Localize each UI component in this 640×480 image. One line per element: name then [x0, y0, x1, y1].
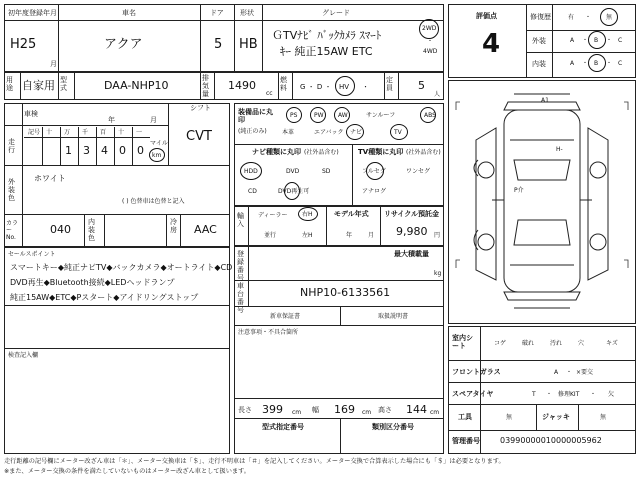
shape-label: 形状	[240, 9, 254, 17]
mileage-digit: 0	[137, 144, 144, 157]
color: ホワイト	[34, 174, 66, 183]
mileage-header: 万	[64, 129, 71, 136]
equip-item: ナビ	[350, 129, 363, 136]
footer-line-1: 走行距離の記号欄にメーター改ざん車は「＊」、メーター交換車は「＄」、走行不明車は「＃」を記入してください。メーター交換で合算表示した場合にも「＄」は必要となります。	[4, 458, 505, 465]
exterior-label: 外装	[532, 37, 546, 45]
tv-item: ワンセグ	[406, 168, 431, 175]
repair-yes: 有	[568, 14, 575, 21]
height: 144	[406, 403, 427, 416]
spare-t: T	[532, 391, 536, 398]
spare-sep-1: ・	[546, 391, 553, 398]
first-reg-year: H25	[10, 37, 37, 52]
car-name: アクア	[104, 37, 143, 52]
repair-no: 無	[606, 14, 613, 21]
fuel-tail: ・	[362, 83, 369, 91]
usage-label: 用途	[6, 76, 13, 92]
interior-grade: B	[594, 60, 599, 67]
chassis-number: NHP10-6133561	[300, 286, 391, 299]
drive-2wd: 2WD	[422, 25, 437, 32]
nav-item: DVD	[286, 168, 300, 175]
mileage-digit: 4	[101, 144, 108, 157]
cap-unit: 人	[434, 91, 441, 98]
cap-label: 定員	[386, 76, 393, 92]
usage: 自家用	[22, 79, 55, 92]
mileage-header: 十	[46, 129, 53, 136]
disp-label: 排気量	[202, 74, 209, 98]
doors-label: ドア	[210, 9, 224, 17]
equip-item: AW	[338, 112, 348, 119]
tv-note: (社外品含む)	[406, 149, 441, 156]
mgmt-number: 0399000001000000596​2	[500, 436, 602, 445]
sales-line-3: 純正15AW◆ETC◆Pスタート◆アイドリングストップ	[10, 293, 199, 302]
recycle-unit: 円	[434, 232, 441, 239]
car-diagram	[448, 80, 636, 324]
grade-line1: ＧTVﾅﾋﾞ ﾊﾞｯｸｶﾒﾗ ｽﾏｰﾄ	[272, 29, 382, 42]
nav-item: HDD	[244, 168, 258, 175]
drive-dot: ・	[427, 38, 434, 45]
mileage-digit: 1	[65, 144, 72, 157]
disp-unit: cc	[266, 90, 273, 97]
jack-value: 無	[600, 414, 607, 421]
inspect-year-unit: 年	[108, 116, 115, 124]
width-unit: cm	[362, 409, 372, 416]
month-unit: 月	[50, 60, 57, 68]
interior-grade: A	[570, 60, 575, 67]
chassis-label: 車台番号	[237, 282, 244, 314]
glass-label: フロントガラス	[452, 368, 501, 376]
equip-item: 本革	[282, 129, 295, 136]
height-label: 高さ	[378, 406, 392, 414]
inspector-label: 検査記入欄	[8, 352, 39, 359]
spare-sep-2: ・	[590, 391, 597, 398]
repair-sep: ・	[585, 14, 592, 21]
model-year-unit: 年	[346, 232, 353, 239]
nav-title: ナビ種類に丸印	[252, 148, 301, 156]
shift-label: シフト	[190, 104, 211, 112]
model: DAA-NHP10	[104, 79, 169, 92]
color-no: 040	[50, 223, 71, 236]
footer-line-2: ※また、メーター交換の条件を満たしていないものはメーター改ざん車として扱います。	[4, 468, 250, 475]
grade-line2: ｷｰ 純正15AW ETC	[280, 45, 373, 58]
length-unit: cm	[292, 409, 302, 416]
doors: 5	[214, 37, 223, 52]
left-handle: 左H	[302, 232, 313, 239]
equip-item: PW	[314, 112, 324, 119]
color-note: ( ) 色替車は色替と記入	[122, 198, 185, 205]
sales-points-label: セールスポイント	[8, 251, 56, 258]
seat-label: 室内シート	[452, 334, 473, 350]
mileage-header: 十	[118, 129, 125, 136]
new-car-warranty: 新車保証書	[270, 313, 301, 320]
reg-label: 登録番号	[237, 250, 244, 282]
exterior-grade: B	[594, 37, 599, 44]
interior-color-label: 内装色	[88, 218, 95, 242]
drive-4wd: 4WD	[423, 48, 438, 55]
km-label: km	[152, 152, 162, 159]
jack-label: ジャッキ	[542, 413, 570, 421]
notes-label: 注意事項・不具合箇所	[238, 329, 299, 336]
glass-sep: ・	[566, 369, 573, 376]
exterior-grade: A	[570, 37, 575, 44]
glass-replace: ×要交	[576, 369, 594, 376]
nav-item: DVD再生可	[278, 188, 310, 195]
recycle-label: リサイクル預託金	[384, 210, 440, 218]
color-label: 外装色	[8, 178, 15, 202]
interior-grade-sep: ・	[582, 60, 589, 67]
seat-item: 穴	[578, 340, 585, 347]
fuel-options: G ・ D ・	[300, 83, 332, 91]
shift: CVT	[186, 129, 212, 144]
right-handle: 右H	[302, 211, 313, 218]
manual: 取扱説明書	[378, 313, 409, 320]
inspect-label: 車検	[24, 110, 38, 118]
equip-item: エアバック	[314, 129, 344, 136]
diagram-label-a1: A1	[541, 97, 549, 104]
row2	[4, 72, 444, 100]
mgmt-label: 管理番号	[452, 437, 480, 445]
exterior-grade-sep: ・	[582, 37, 589, 44]
score-label: 評価点	[476, 12, 497, 20]
interior-grade-sep: ・	[606, 60, 613, 67]
seat-item: 破れ	[522, 340, 535, 347]
capacity: 5	[418, 79, 425, 92]
fuel-hv: HV	[339, 83, 350, 91]
mileage-header: 百	[100, 129, 107, 136]
mileage-header: 千	[82, 129, 89, 136]
mileage-label: 走行	[8, 138, 15, 154]
equip-item: TV	[394, 129, 402, 136]
model-year-label: モデル年式	[334, 210, 369, 218]
ac: AAC	[194, 223, 217, 236]
interior-grade: C	[618, 60, 623, 67]
length-label: 長さ	[238, 406, 252, 414]
seat-item: 汚れ	[550, 340, 563, 347]
sales-line-1: スマートキー◆純正ナビTV◆バックカメラ◆オートライト◆CD	[10, 263, 233, 272]
import-label: 輸入	[237, 212, 244, 228]
seat-item: コゲ	[494, 340, 507, 347]
spare-kit: 修理KIT	[558, 391, 580, 398]
tv-item: フルセグ	[362, 168, 386, 175]
tv-item: アナログ	[362, 188, 387, 195]
nav-note: (社外品含む)	[304, 149, 339, 156]
width: 169	[334, 403, 355, 416]
type-no-label: 型式指定番号	[262, 423, 304, 431]
height-unit: cm	[430, 409, 440, 416]
import-dealer: ディーラー	[258, 212, 288, 219]
shape: HB	[239, 37, 258, 52]
equip-item: PS	[290, 112, 298, 119]
displacement: 1490	[228, 79, 256, 92]
nav-item: SD	[322, 168, 331, 175]
model-label: 型式	[60, 76, 67, 92]
mileage-digit: 3	[83, 144, 90, 157]
first-reg-label: 初年度登録年月	[8, 9, 57, 17]
length: 399	[262, 403, 283, 416]
model-month-unit: 月	[368, 232, 375, 239]
class-no-label: 類別区分番号	[372, 423, 414, 431]
equipment-note: (純正のみ)	[238, 128, 267, 135]
nav-item: CD	[248, 188, 257, 195]
import-parallel: 並行	[264, 232, 277, 239]
equip-item: ABS	[424, 112, 436, 119]
car-name-label: 車名	[122, 9, 136, 17]
glass-a: A	[554, 369, 559, 376]
mileage-digit: 0	[119, 144, 126, 157]
color-no-label: カラーNo.	[6, 220, 19, 241]
diagram-label-h: H-	[556, 146, 563, 153]
spare-missing: 欠	[608, 391, 615, 398]
mileage-header: 記号	[28, 129, 41, 136]
tools-label: 工具	[458, 413, 472, 421]
width-label: 幅	[312, 406, 319, 414]
tools-value: 無	[506, 414, 513, 421]
load-unit: kg	[434, 270, 442, 277]
interior-label: 内装	[532, 60, 546, 68]
fuel-label: 燃料	[280, 76, 287, 92]
equip-item: サンルーフ	[366, 112, 396, 119]
seat-item: キズ	[606, 340, 618, 347]
equipment-title: 装備品に丸印	[238, 108, 273, 124]
mile-label: マイル	[150, 140, 168, 147]
exterior-grade-sep: ・	[606, 37, 613, 44]
recycle-amount: 9,980	[396, 225, 428, 238]
sales-line-2: DVD再生◆Bluetooth接続◆LEDヘッドランプ	[10, 278, 175, 287]
max-load-label: 最大積載量	[394, 250, 429, 258]
mileage-header: 一	[136, 129, 143, 136]
tv-title: TV種類に丸印	[358, 148, 404, 156]
diagram-label-p: P介	[514, 187, 524, 194]
repair-label: 修復歴	[530, 13, 551, 21]
inspect-month-unit: 月	[150, 116, 157, 124]
spare-label: スペアタイヤ	[452, 390, 494, 398]
score: 4	[482, 29, 501, 59]
ac-label: 冷房	[170, 218, 177, 234]
exterior-grade: C	[618, 37, 623, 44]
grade-label: グレード	[322, 9, 350, 17]
